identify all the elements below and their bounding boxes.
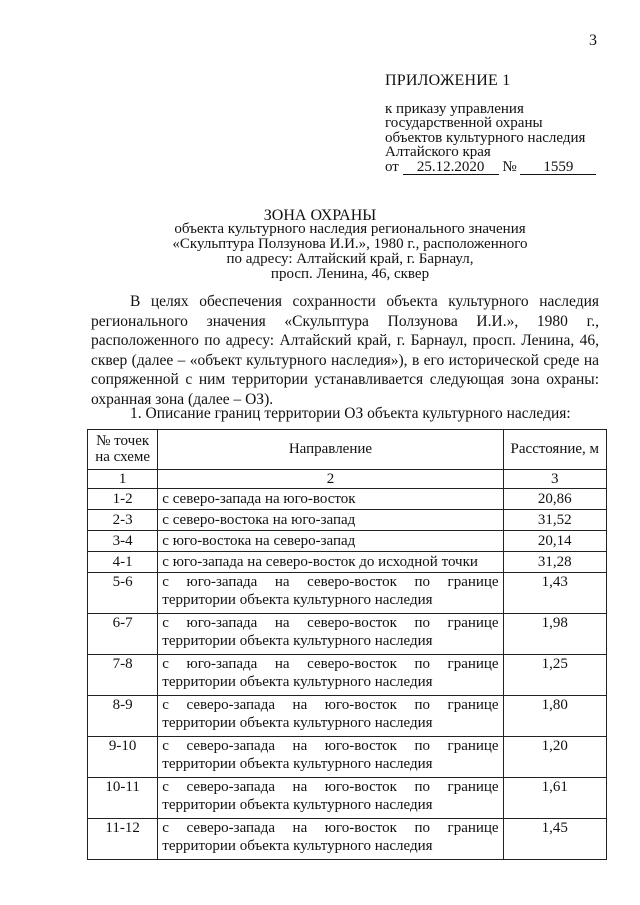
cell-distance: 31,52: [503, 510, 606, 531]
table-row: [88, 696, 607, 737]
table-row: [88, 819, 607, 860]
order-number: 1559: [520, 161, 596, 175]
table-row: [88, 489, 607, 510]
table-row: [88, 614, 607, 655]
cell-points: 6-7: [88, 614, 158, 655]
appendix-line: Алтайского края: [385, 144, 491, 160]
cell-points: 2-3: [88, 510, 158, 531]
cell-direction: с юго-востока на северо-запад: [158, 531, 503, 552]
number-prefix: №: [502, 158, 517, 175]
appendix-line: объектов культурного наследия: [385, 129, 586, 146]
table-row: [88, 510, 607, 531]
cell-points: 10-11: [88, 778, 158, 819]
cell-direction: с северо-запада на юго-восток по границе территории объекта культурного наследия: [158, 819, 503, 860]
cell-distance: 1,98: [503, 614, 606, 655]
cell-distance: 1,25: [503, 655, 606, 696]
order-date: 25.12.2020: [403, 161, 499, 175]
cell-points: 7-8: [88, 655, 158, 696]
cell-direction: с северо-востока на юго-запад: [158, 510, 503, 531]
column-number: 2: [158, 470, 503, 489]
cell-direction: с юго-запада на северо-восток по границе территории объекта культурного наследия: [158, 655, 503, 696]
zone-subtitle-line: объекта культурного наследия регионального значения: [174, 221, 526, 237]
header-points: № точек на схеме: [88, 430, 158, 470]
cell-direction: с северо-запада на юго-восток: [158, 489, 503, 510]
cell-direction: с северо-запада на юго-восток по границе территории объекта культурного наследия: [158, 737, 503, 778]
table-row: [88, 573, 607, 614]
table-header-row: [88, 430, 607, 470]
table-heading: 1. Описание границ территории ОЗ объекта культурного наследия:: [130, 405, 571, 422]
cell-distance: 20,14: [503, 531, 606, 552]
appendix-block: [385, 74, 625, 175]
cell-distance: 1,43: [503, 573, 606, 614]
cell-points: 11-12: [88, 819, 158, 860]
cell-distance: 1,80: [503, 696, 606, 737]
zone-subtitle-line: по адресу: Алтайский край, г. Барнаул,: [226, 251, 474, 267]
table-row: [88, 655, 607, 696]
zone-subtitle: [150, 222, 550, 282]
table-row: [88, 552, 607, 573]
cell-points: 8-9: [88, 696, 158, 737]
zone-subtitle-line: «Скульптура Ползунова И.И.», 1980 г., расположенного: [172, 236, 528, 252]
column-number-row: [88, 470, 607, 489]
order-date-line: [385, 160, 625, 175]
cell-direction: с юго-запада на северо-восток по границе территории объекта культурного наследия: [158, 614, 503, 655]
header-direction: Направление: [158, 430, 503, 470]
cell-distance: 1,61: [503, 778, 606, 819]
boundary-table: [87, 429, 607, 860]
cell-direction: с северо-запада на юго-восток по границе территории объекта культурного наследия: [158, 696, 503, 737]
cell-distance: 1,45: [503, 819, 606, 860]
cell-direction: с северо-запада на юго-восток по границе территории объекта культурного наследия: [158, 778, 503, 819]
table-row: [88, 737, 607, 778]
date-prefix: от: [385, 158, 399, 175]
cell-points: 1-2: [88, 489, 158, 510]
cell-direction: с юго-запада на северо-восток до исходной точки: [158, 552, 503, 573]
zone-title: ЗОНА ОХРАНЫ: [263, 207, 377, 224]
cell-distance: 31,28: [503, 552, 606, 573]
table-row: [88, 778, 607, 819]
cell-points: 9-10: [88, 737, 158, 778]
column-number: 3: [503, 470, 606, 489]
zone-subtitle-line: просп. Ленина, 46, сквер: [270, 266, 430, 282]
header-distance: Расстояние, м: [503, 430, 606, 470]
appendix-title: ПРИЛОЖЕНИЕ 1: [385, 72, 511, 89]
body-paragraph: В целях обеспечения сохранности объекта культурного наследия регионального значения «Скульптура Ползунова И.И.», 1980 г., расположенного по адресу: Алтайский край, г. Барнаул, просп. Ленина, 46, сквер (далее – «объект культурного наследия»), в его исторической среде на сопряженной с ним территории устанавливается следующая зона охраны: охранная зона (далее – ОЗ).: [91, 293, 599, 408]
table-body: [88, 489, 607, 860]
cell-points: 3-4: [88, 531, 158, 552]
table-row: [88, 531, 607, 552]
cell-direction: с юго-запада на северо-восток по границе территории объекта культурного наследия: [158, 573, 503, 614]
cell-distance: 1,20: [503, 737, 606, 778]
cell-distance: 20,86: [503, 489, 606, 510]
column-number: 1: [88, 470, 158, 489]
cell-points: 4-1: [88, 552, 158, 573]
page-number: 3: [589, 32, 597, 49]
appendix-line: к приказу управления: [385, 100, 524, 117]
cell-points: 5-6: [88, 573, 158, 614]
appendix-line: государственной охраны: [385, 115, 543, 131]
